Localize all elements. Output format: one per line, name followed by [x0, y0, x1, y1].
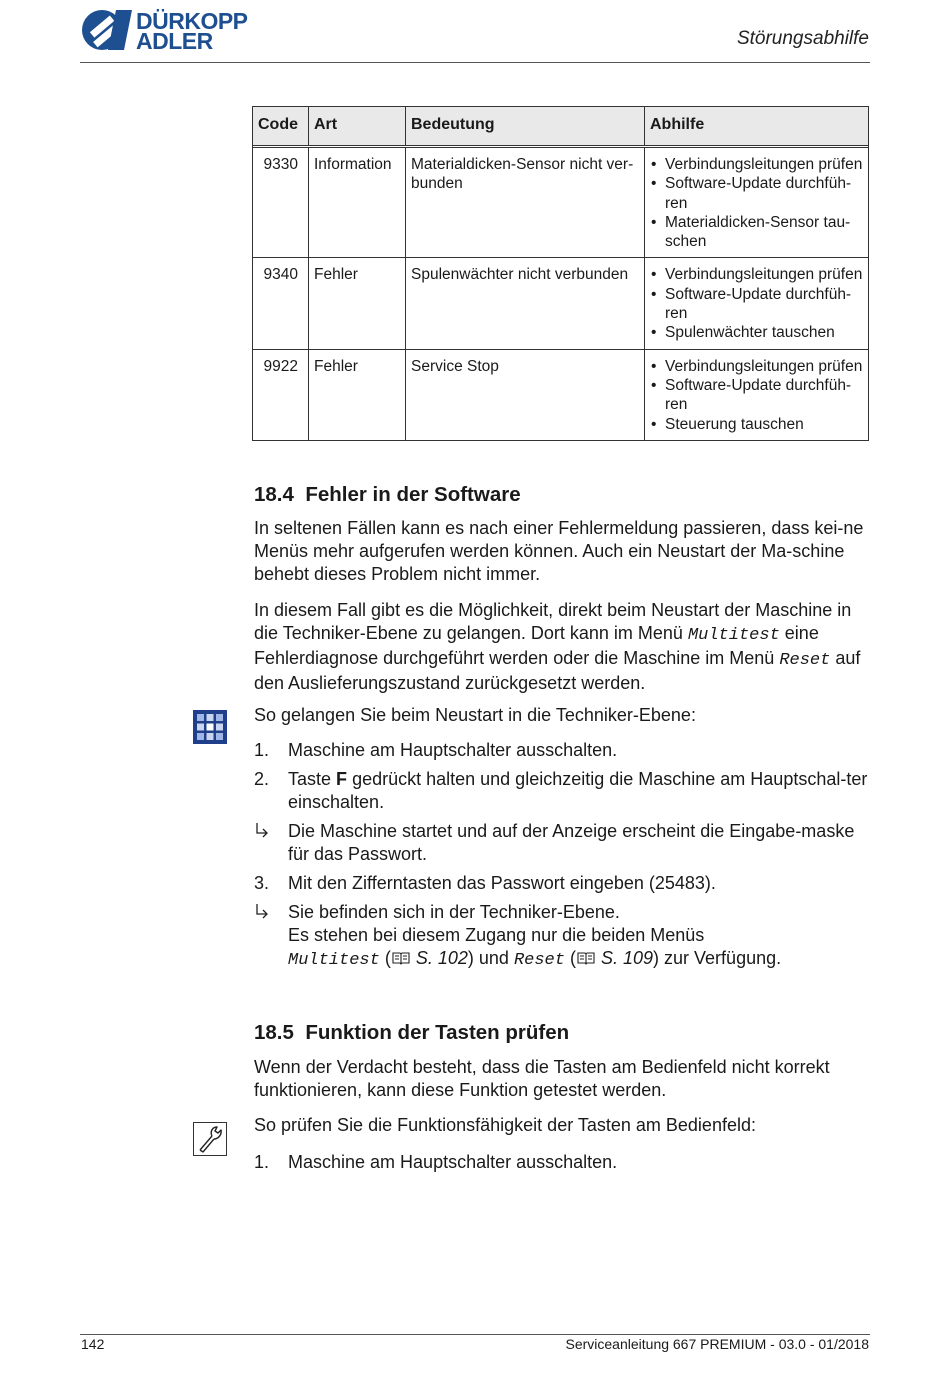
section-title: Fehler in der Software — [305, 483, 521, 506]
table-row — [253, 148, 869, 258]
paragraph-text: In diesem Fall gibt es die Möglichkeit, direkt beim Neustart der Maschine in die Techniker-Ebene zu gelangen. Dort kann im Menü — [254, 600, 852, 643]
brand-name-line2: ADLER — [136, 28, 213, 54]
page-reference-link[interactable]: S. 109 — [600, 948, 654, 968]
key-label: F — [336, 769, 348, 789]
list-item: • Software-Update durchfüh-ren — [650, 376, 864, 415]
list-item — [254, 739, 874, 762]
chapter-title: Störungsabhilfe — [736, 28, 869, 49]
list-item: • Spulenwächter tauschen — [650, 323, 864, 342]
book-icon — [576, 950, 596, 966]
step-number: 1. — [254, 1152, 270, 1172]
cell-abhilfe — [645, 148, 869, 258]
list-item: • Verbindungsleitungen prüfen — [650, 265, 864, 284]
section-heading-18-4 — [254, 483, 521, 507]
step-text — [288, 768, 874, 814]
book-icon — [391, 950, 411, 966]
list-item — [254, 768, 874, 814]
step-text-part: gedrückt halten und gleichzeitig die Maschine am Hauptschal-ter einschalten. — [288, 769, 868, 812]
cell-art: Fehler — [309, 258, 406, 349]
table-row — [253, 258, 869, 349]
cell-code: 9340 — [253, 258, 309, 349]
step-number: 2. — [254, 769, 270, 789]
list-item — [254, 872, 874, 895]
error-code-table — [252, 106, 869, 441]
cell-bedeutung: Service Stop — [406, 349, 645, 440]
menu-name-multitest: Multitest — [288, 951, 380, 970]
instruction-intro: So gelangen Sie beim Neustart in die Techniker-Ebene: — [254, 705, 696, 725]
step-text: Maschine am Hauptschalter ausschalten. — [288, 1152, 618, 1172]
column-header-code: Code — [253, 107, 309, 146]
duerkopp-adler-logo — [80, 8, 270, 56]
step-result: Sie befinden sich in der Techniker-Ebene. Es stehen bei diesem Zugang nur die beiden Menüs Multitest ( S. 102) und Reset ( S. 109) zur Verfügung. — [288, 902, 782, 970]
step-text-part: Taste — [288, 769, 332, 789]
result-line: Sie befinden sich in der Techniker-Ebene. — [288, 902, 620, 922]
list-item: • Verbindungsleitungen prüfen — [650, 357, 864, 376]
list-item: • Verbindungsleitungen prüfen — [650, 155, 864, 174]
column-header-art: Art — [309, 107, 406, 146]
page-reference-link[interactable]: S. 102 — [415, 948, 468, 968]
list-item: • Software-Update durchfüh-ren — [650, 174, 864, 213]
list-item: • Materialdicken-Sensor tau-schen — [650, 213, 864, 252]
section-heading-18-5 — [254, 1021, 569, 1045]
step-text: Mit den Zifferntasten das Passwort eingeben (25483). — [288, 873, 716, 893]
column-header-bedeutung: Bedeutung — [406, 107, 645, 146]
document-reference: Serviceanleitung 667 PREMIUM - 03.0 - 01/2018 — [565, 1336, 869, 1352]
menu-name-multitest: Multitest — [687, 626, 780, 645]
paragraph: In seltenen Fällen kann es nach einer Fehlermeldung passieren, dass kei-ne Menüs mehr aufgerufen werden können. Auch ein Neustart der Ma-schine behebt dieses Problem nicht immer. — [254, 518, 864, 584]
wrench-icon — [193, 1122, 227, 1156]
paragraph-text: auf den Auslieferungszustand zurückgesetzt werden. — [254, 648, 861, 693]
cell-code: 9922 — [253, 349, 309, 440]
step-number: 3. — [254, 873, 270, 893]
menu-name-reset: Reset — [513, 951, 565, 970]
list-item — [254, 1151, 874, 1174]
section-number: 18.5 — [254, 1021, 294, 1044]
table-row — [253, 349, 869, 440]
technician-level-icon — [193, 710, 227, 744]
list-item — [254, 901, 874, 972]
brand-name-line1: DÜRKOPP — [136, 8, 248, 34]
cell-art: Fehler — [309, 349, 406, 440]
paragraph-text: eine Fehlerdiagnose durchgeführt werden oder die Maschine im Menü — [254, 623, 819, 668]
menu-name-reset: Reset — [779, 651, 831, 670]
list-item: • Software-Update durchfüh-ren — [650, 285, 864, 324]
paragraph: Wenn der Verdacht besteht, dass die Tasten am Bedienfeld nicht korrekt funktionieren, kann diese Funktion getestet werden. — [254, 1057, 830, 1100]
cell-bedeutung: Materialdicken-Sensor nicht ver-bunden — [406, 148, 645, 258]
section-title: Funktion der Tasten prüfen — [305, 1021, 570, 1044]
result-arrow-icon — [254, 901, 270, 927]
section-number: 18.4 — [254, 483, 294, 506]
instruction-intro: So prüfen Sie die Funktionsfähigkeit der Tasten am Bedienfeld: — [254, 1115, 756, 1135]
step-result: Die Maschine startet und auf der Anzeige erscheint die Eingabe-maske für das Passwort. — [288, 821, 855, 864]
list-item: • Steuerung tauschen — [650, 415, 864, 434]
cell-art: Information — [309, 148, 406, 258]
list-item — [254, 820, 874, 866]
cell-bedeutung: Spulenwächter nicht verbunden — [406, 258, 645, 349]
paragraph — [254, 599, 874, 695]
header-divider — [80, 62, 870, 63]
table-header-row — [253, 107, 869, 146]
column-header-abhilfe: Abhilfe — [645, 107, 869, 146]
logo-mark-icon — [80, 8, 132, 52]
cell-abhilfe — [645, 349, 869, 440]
cell-code: 9330 — [253, 148, 309, 258]
result-line-end: zur Verfügung. — [664, 948, 782, 968]
step-number: 1. — [254, 740, 270, 760]
conjunction: und — [478, 948, 509, 968]
page-number: 142 — [81, 1336, 105, 1352]
step-text: Maschine am Hauptschalter ausschalten. — [288, 740, 618, 760]
cell-abhilfe — [645, 258, 869, 349]
footer-divider — [80, 1334, 870, 1335]
result-line: Es stehen bei diesem Zugang nur die beiden Menüs — [288, 925, 705, 945]
result-arrow-icon — [254, 820, 270, 846]
